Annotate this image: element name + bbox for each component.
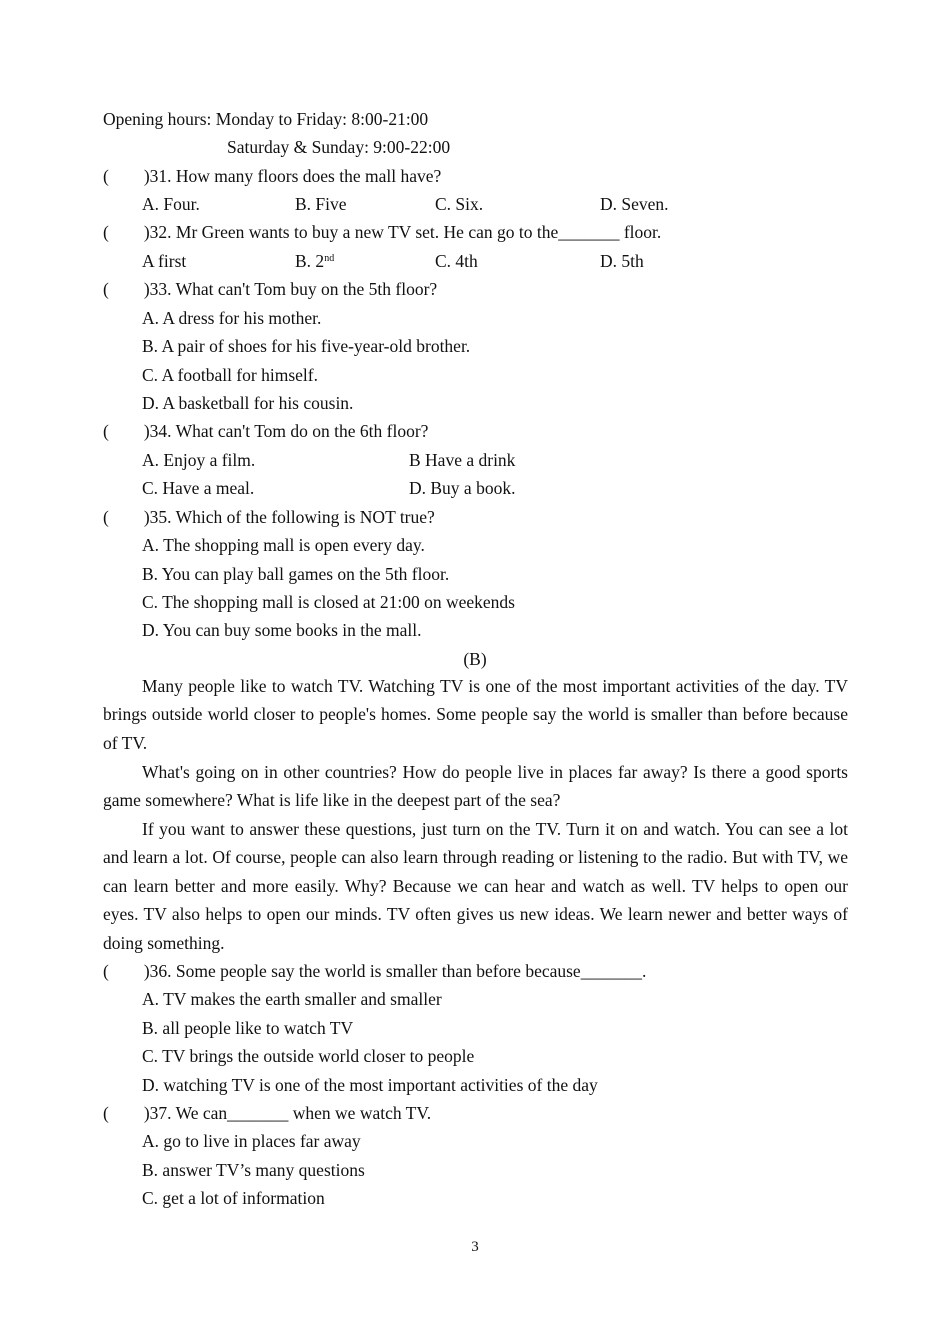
section-b-heading: (B) [463,649,487,669]
passage-paragraph-2: What's going on in other countries? How do people live in places far away? Is there a good sports game somewhere? What is life like in the deepest part of the sea? [103,762,848,811]
passage-paragraph-3: If you want to answer these questions, just turn on the TV. Turn it on and watch. You can see a lot and learn a lot. Of course, people can also learn through reading or listening to the radio. But with TV, we can learn better and more easily. Why? Because we can hear and watch as well. TV helps to open our eyes. TV also helps to open our minds. TV often gives us new ideas. We learn newer and better ways of doing something. [103,819,848,953]
opening-hours-weekday: Opening hours: Monday to Friday: 8:00-21:00 [103,109,429,129]
q32-option-b-base: B. 2 [295,251,325,271]
q37-stem: ( )37. We can_______ when we watch TV. [103,1103,432,1123]
q34-stem: ( )34. What can't Tom do on the 6th floor? [103,421,429,441]
opening-hours-weekend: Saturday & Sunday: 9:00-22:00 [227,137,451,157]
q35-stem: ( )35. Which of the following is NOT true? [103,507,435,527]
q34-option-c: C. Have a meal. [142,478,255,498]
q36-option-b: B. all people like to watch TV [142,1018,354,1038]
q32-option-b-sup: nd [324,253,335,264]
q33-option-a: A. A dress for his mother. [142,308,322,328]
q31-option-c: C. Six. [435,194,484,214]
q37-option-c: C. get a lot of information [142,1188,325,1208]
q31-stem: ( )31. How many floors does the mall have? [103,166,442,186]
q36-stem: ( )36. Some people say the world is smaller than before because_______. [103,961,647,981]
q32-option-a: A first [142,251,187,271]
q32-option-d: D. 5th [600,251,644,271]
q31-option-d: D. Seven. [600,194,669,214]
page-number: 3 [471,1239,479,1255]
q35-option-d: D. You can buy some books in the mall. [142,620,422,640]
q33-option-b: B. A pair of shoes for his five-year-old brother. [142,336,471,356]
q35-option-c: C. The shopping mall is closed at 21:00 on weekends [142,592,515,612]
q34-option-a: A. Enjoy a film. [142,450,256,470]
q33-option-c: C. A football for himself. [142,365,318,385]
q33-stem: ( )33. What can't Tom buy on the 5th floor? [103,279,438,299]
q32-stem: ( )32. Mr Green wants to buy a new TV set. He can go to the_______ floor. [103,222,662,242]
q32-option-b [295,250,334,272]
q36-option-c: C. TV brings the outside world closer to people [142,1046,475,1066]
q34-option-d: D. Buy a book. [409,478,516,498]
q35-option-b: B. You can play ball games on the 5th floor. [142,564,450,584]
q37-option-a: A. go to live in places far away [142,1131,361,1151]
q31-option-b: B. Five [295,194,347,214]
q32-option-c: C. 4th [435,251,478,271]
q31-option-a: A. Four. [142,194,200,214]
passage-paragraph-1: Many people like to watch TV. Watching TV is one of the most important activities of the day. TV brings outside world closer to people's homes. Some people say the world is smaller than before because of TV. [103,676,848,753]
q36-option-d: D. watching TV is one of the most important activities of the day [142,1075,598,1095]
q34-option-b: B Have a drink [409,450,516,470]
q37-option-b: B. answer TV’s many questions [142,1160,365,1180]
q33-option-d: D. A basketball for his cousin. [142,393,354,413]
q35-option-a: A. The shopping mall is open every day. [142,535,425,555]
q36-option-a: A. TV makes the earth smaller and smaller [142,989,442,1009]
